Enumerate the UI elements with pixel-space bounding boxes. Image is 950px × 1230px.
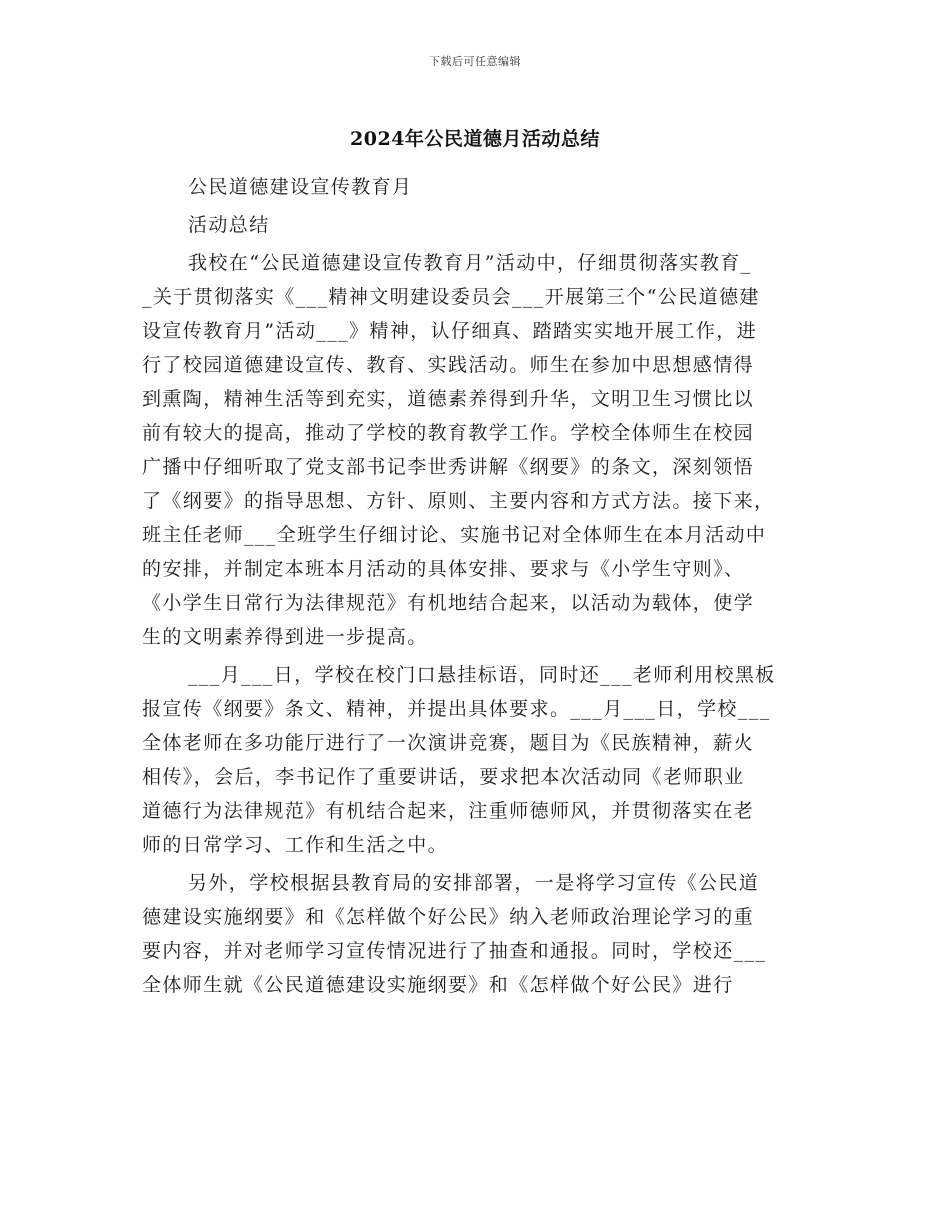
text-line: 班主任老师___全班学生仔细讨论、实施书记对全体师生在本月活动中	[142, 524, 767, 546]
text-line: 要内容，并对老师学习宣传情况进行了抽查和通报。同时，学校还___	[142, 940, 767, 962]
document-body	[142, 170, 810, 1006]
paragraph	[142, 658, 810, 862]
text-line: 广播中仔细听取了党支部书记李世秀讲解《纲要》的条文，深刻领悟	[142, 456, 755, 478]
text-line: 另外，学校根据县教育局的安排部署，一是将学习宣传《公民道	[188, 872, 760, 894]
text-line: 师的日常学习、工作和生活之中。	[142, 834, 449, 856]
text-line: 了《纲要》的指导思想、方针、原则、主要内容和方式方法。接下来，	[142, 490, 775, 512]
paragraph	[142, 208, 810, 242]
paragraph	[142, 170, 810, 204]
paragraph	[142, 246, 810, 654]
paragraph	[142, 866, 810, 1002]
text-line: 《小学生日常行为法律规范》有机地结合起来，以活动为载体，使学	[142, 592, 755, 614]
text-line: 行了校园道德建设宣传、教育、实践活动。师生在参加中思想感情得	[142, 354, 755, 376]
text-line: ___月___日，学校在校门口悬挂标语，同时还___老师利用校黑板	[188, 664, 776, 686]
text-line: 德建设实施纲要》和《怎样做个好公民》纳入老师政治理论学习的重	[142, 906, 755, 928]
text-line: 生的文明素养得到进一步提高。	[142, 626, 428, 648]
header-note: 下载后可任意编辑	[429, 55, 521, 68]
text-line: 全体老师在多功能厅进行了一次演讲竞赛，题目为《民族精神，薪火	[142, 732, 755, 754]
text-line: 公民道德建设宣传教育月	[188, 176, 413, 198]
text-line: 设宣传教育月”活动___》精神，认仔细真、踏踏实实地开展工作，进	[142, 320, 758, 342]
text-line: _关于贯彻落实《___精神文明建设委员会___开展第三个“公民道德建	[142, 286, 760, 308]
document-title: 2024年公民道德月活动总结	[350, 128, 600, 150]
text-line: 我校在“公民道德建设宣传教育月”活动中，仔细贯彻落实教育_	[188, 252, 752, 274]
text-line: 前有较大的提高，推动了学校的教育教学工作。学校全体师生在校园	[142, 422, 755, 444]
text-line: 报宣传《纲要》条文、精神，并提出具体要求。___月___日，学校___	[142, 698, 771, 720]
text-line: 活动总结	[188, 214, 270, 236]
text-line: 全体师生就《公民道德建设实施纲要》和《怎样做个好公民》进行	[142, 974, 734, 996]
text-line: 相传》，会后，李书记作了重要讲话，要求把本次活动同《老师职业	[142, 766, 745, 788]
text-line: 道德行为法律规范》有机结合起来，注重师德师风，并贯彻落实在老	[142, 800, 755, 822]
text-line: 到熏陶，精神生活等到充实，道德素养得到升华，文明卫生习惯比以	[142, 388, 755, 410]
text-line: 的安排，并制定本班本月活动的具体安排、要求与《小学生守则》、	[142, 558, 745, 580]
